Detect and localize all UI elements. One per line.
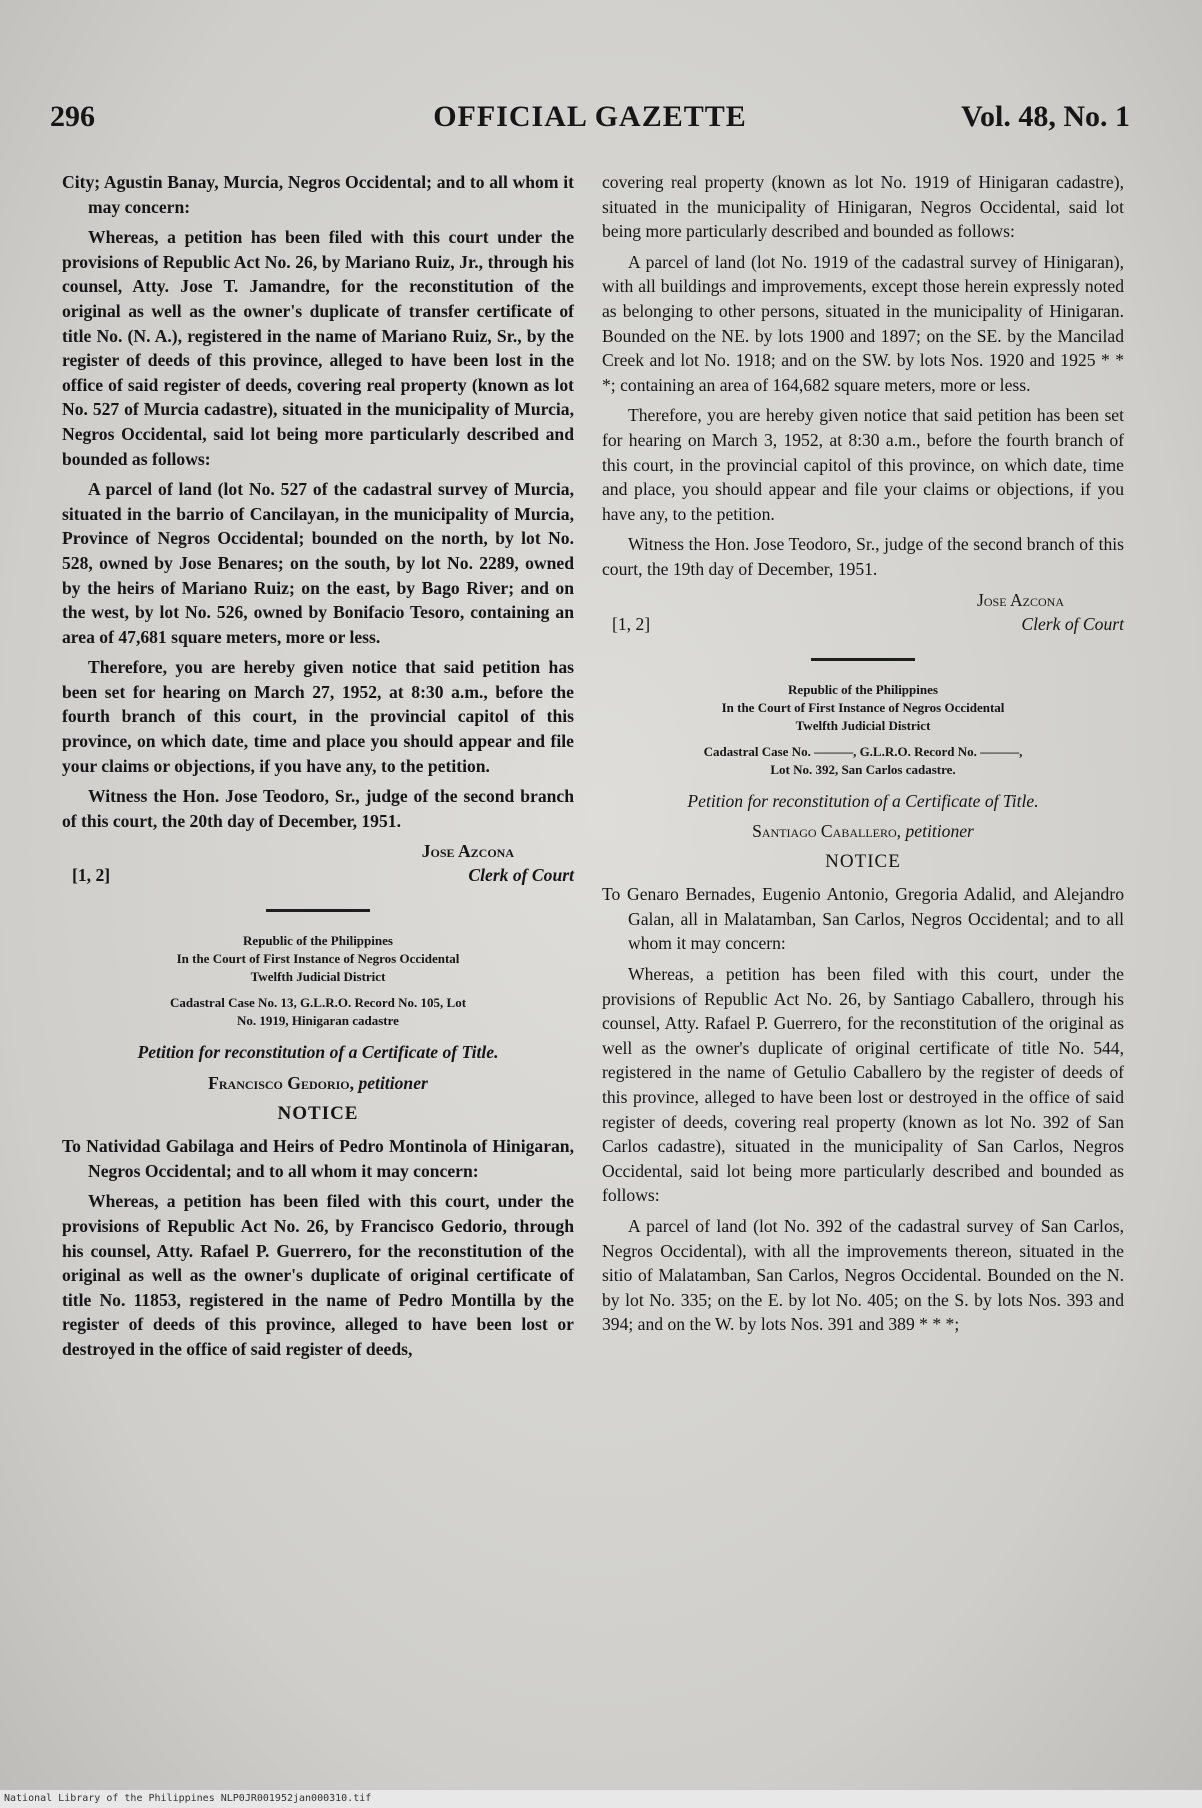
petitioner-line (62, 1071, 574, 1096)
page-number: 296 (50, 100, 95, 133)
volume-number: Vol. 48, No. 1 (961, 100, 1130, 133)
case-line-1: Cadastral Case No. 13, G.L.R.O. Record No. 105, Lot (169, 995, 467, 1011)
petitioner-line (602, 819, 1124, 844)
section-divider (266, 909, 370, 912)
case-line-1: Cadastral Case No. ———, G.L.R.O. Record No. ———, (703, 743, 1023, 759)
court-country: Republic of the Philippines (788, 681, 938, 697)
whereas-paragraph: Whereas, a petition has been filed with this court, under the provisions of Republic Act No. 26, by Santiago Caballero, through his counsel, Atty. Rafael P. Guerrero, for the reconstitution of the original as well as the owner's duplicate of original certificate of title No. 544, registered in the name of Getulio Caballero by the register of deeds of this province, alleged to have been lost or destroyed in the office of said register of deeds, covering real property (known as lot No. 392 of San Carlos cadastre), situated in the municipality of San Carlos, Negros Occidental, said lot being more particularly described and bounded as follows: (602, 964, 1124, 1206)
witness-paragraph: Witness the Hon. Jose Teodoro, Sr., judge of the second branch of this court, the 20th day of December, 1951. (62, 786, 574, 831)
notice-heading: NOTICE (277, 1102, 359, 1124)
whereas-continued: covering real property (known as lot No. 1919 of Hinigaran cadastre), situated in the municipality of Hinigaran, Negros Occidental, said lot being more particularly described and bounded as follows: (602, 172, 1124, 242)
court-name: In the Court of First Instance of Negros Occidental (721, 699, 1005, 715)
petitioner-role: petitioner (905, 821, 974, 842)
signatory-role: Clerk of Court (1021, 613, 1124, 634)
petitioner-name: Francisco Gedorio, (208, 1073, 355, 1094)
petition-title: Petition for reconstitution of a Certificate of Title. (137, 1042, 499, 1063)
notice-addressees: To Natividad Gabilaga and Heirs of Pedro Montinola of Hinigaran, Negros Occidental; and to all whom it may concern: (62, 1136, 574, 1181)
court-country: Republic of the Philippines (243, 933, 393, 949)
petitioner-role: petitioner (358, 1073, 428, 1094)
case-reference (602, 743, 1124, 779)
court-district: Twelfth Judicial District (250, 969, 386, 985)
witness-paragraph: Witness the Hon. Jose Teodoro, Sr., judge of the second branch of this court, the 19th day of December, 1951. (602, 534, 1124, 579)
land-description: A parcel of land (lot No. 1919 of the cadastral survey of Hinigaran), with all buildings and improvements, except those herein expressly noted as belonging to other persons, situated in the municipality of Hinigaran. Bounded on the NE. by lots 1900 and 1897; on the SE. by the Mancilad Creek and lot No. 1918; and on the SW. by lots Nos. 1920 and 1925 * * *; containing an area of 164,682 square meters, more or less. (602, 251, 1124, 395)
issue-citation: [1, 2] (612, 613, 651, 634)
court-heading (602, 681, 1124, 735)
notice-addressees: To Genaro Bernades, Eugenio Antonio, Gregoria Adalid, and Alejandro Galan, all in Malatamban, San Carlos, Negros Occidental; and to all whom it may concern: (602, 884, 1124, 954)
addressees-continued: City; Agustin Banay, Murcia, Negros Occidental; and to all whom it may concern: (62, 172, 574, 217)
section-divider (811, 658, 915, 661)
court-name: In the Court of First Instance of Negros Occidental (176, 951, 460, 967)
case-line-2: No. 1919, Hinigaran cadastre (237, 1013, 399, 1029)
page-header (50, 100, 1130, 140)
whereas-paragraph: Whereas, a petition has been filed with this court, under the provisions of Republic Act No. 26, by Francisco Gedorio, through his counsel, Atty. Rafael P. Guerrero, for the reconstitution of the original as well as the owner's duplicate of original certificate of title No. 11853, registered in the name of Pedro Montilla by the register of deeds of this province, alleged to have been lost or destroyed in the office of said register of deeds, (62, 1191, 574, 1359)
land-description: A parcel of land (lot No. 527 of the cadastral survey of Murcia, situated in the barrio of Cancilayan, in the municipality of Murcia, Province of Negros Occidental; bounded on the north, by lot No. 528, owned by Jose Benares; on the south, by lot No. 2289, owned by the heirs of Mariano Ruiz; on the east, by Bago River; and on the west, by lot No. 526, owned by Bonifacio Tesoro, containing an area of 47,681 square meters, more or less. (62, 479, 574, 647)
land-description: A parcel of land (lot No. 392 of the cadastral survey of San Carlos, Negros Occidental), with all the improvements thereon, situated in the sitio of Malatamban, San Carlos, Negros Occidental. Bounded on the N. by lot No. 335; on the E. by lot No. 405; on the S. by lots Nos. 393 and 394; and on the W. by lots Nos. 391 and 389 * * *; (602, 1216, 1124, 1335)
court-heading (62, 932, 574, 986)
court-district: Twelfth Judicial District (795, 717, 931, 733)
signature-block (62, 839, 574, 893)
petitioner-name: Santiago Caballero, (752, 821, 902, 842)
left-column (62, 170, 574, 1368)
scan-footer: National Library of the Philippines NLP0JR001952jan000310.tif (0, 1790, 1202, 1808)
whereas-paragraph: Whereas, a petition has been filed with this court under the provisions of Republic Act No. 26, by Mariano Ruiz, Jr., through his counsel, Atty. Jose T. Jamandre, for the reconstitution of the original as well as the owner's duplicate of transfer certificate of title No. (N. A.), registered in the name of Mariano Ruiz, Sr., by the register of deeds of this province, alleged to have been lost in the office of said register of deeds, covering real property (known as lot No. 527 of Murcia cadastre), situated in the municipality of Murcia, Negros Occidental, said lot being more particularly described and bounded as follows: (62, 227, 574, 469)
hearing-notice: Therefore, you are hereby given notice that said petition has been set for hearing on March 27, 1952, at 8:30 a.m., before the fourth branch of this court, in the provincial capitol of this province, on which date, time and place you should appear and file your claims or objections, if you have any, to the petition. (62, 657, 574, 776)
hearing-notice: Therefore, you are hereby given notice that said petition has been set for hearing on March 3, 1952, at 8:30 a.m., before the fourth branch of this court, in the provincial capitol of this province, on which date, time and place, you should appear and file your claims or objections, if you have any, to the petition. (602, 405, 1124, 524)
right-column (602, 170, 1124, 1343)
case-line-2: Lot No. 392, San Carlos cadastre. (770, 761, 956, 777)
signatory-name: Jose Azcona (977, 589, 1064, 610)
signatory-name: Jose Azcona (421, 841, 514, 862)
publication-title: OFFICIAL GAZETTE (433, 100, 747, 133)
signatory-role: Clerk of Court (468, 865, 574, 886)
notice-heading: NOTICE (825, 850, 901, 872)
petition-title: Petition for reconstitution of a Certificate of Title. (687, 790, 1039, 811)
case-reference (62, 994, 574, 1030)
issue-citation: [1, 2] (72, 865, 111, 886)
signature-block (602, 588, 1124, 642)
